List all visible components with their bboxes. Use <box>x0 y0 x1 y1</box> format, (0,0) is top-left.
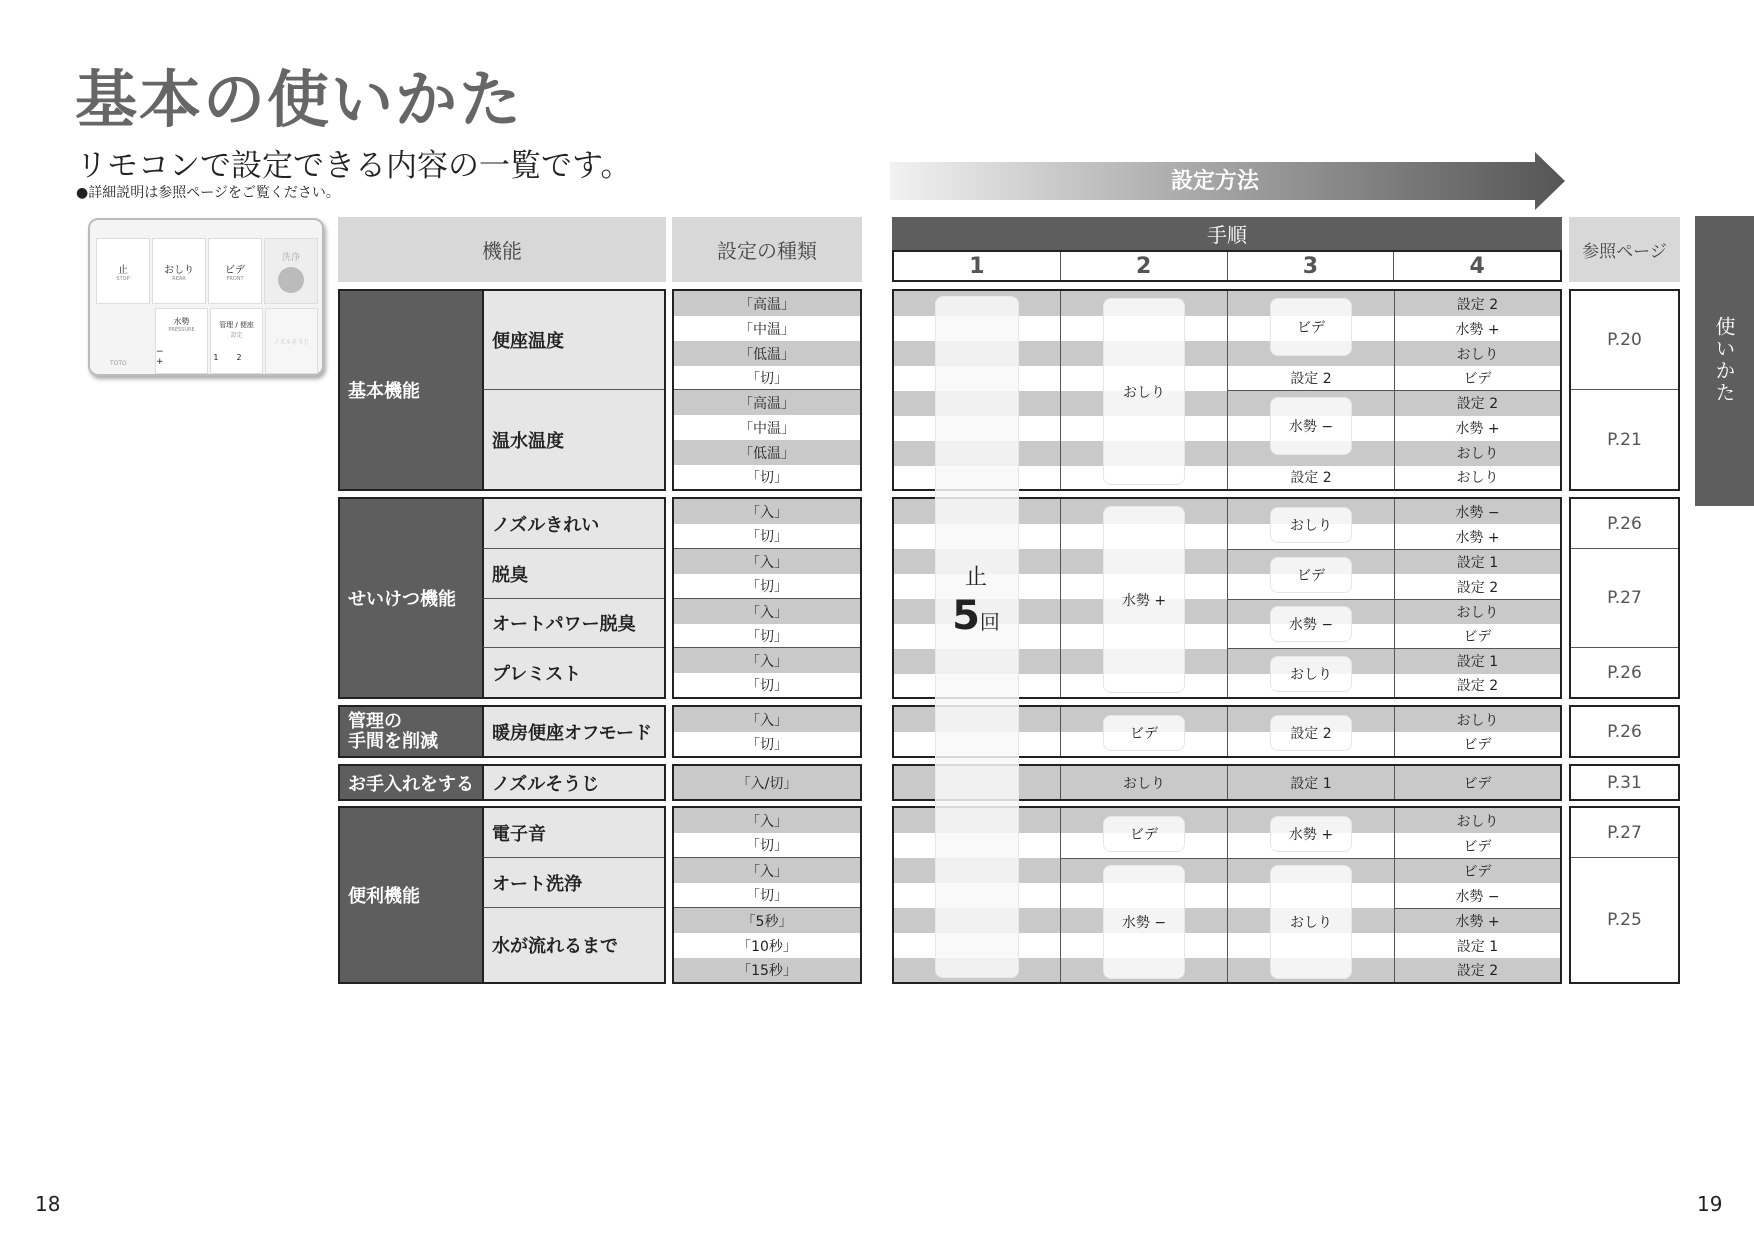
step4-value: おしり <box>1456 470 1499 486</box>
feature-deodorize: 脱臭 <box>482 549 664 599</box>
remote-setting-keys: 12 <box>213 353 260 362</box>
setting-value: 「高温」 <box>674 390 860 415</box>
step4-value: ビデ <box>1463 629 1492 645</box>
remote-nozzle-label: ノズルそうじ <box>273 338 310 346</box>
setting-value: 「入/切」 <box>674 766 860 799</box>
feature-beep: 電子音 <box>482 808 664 858</box>
setting-value: 「低温」 <box>674 440 860 465</box>
ref-page: P.27 <box>1571 549 1678 648</box>
remote-front-sub: FRONT <box>226 275 244 282</box>
setting-value: 「切」 <box>674 883 860 908</box>
feature-nozzle-cleaning: ノズルそうじ <box>482 766 664 799</box>
setting-value: 「入」 <box>674 499 860 524</box>
setting-value: 「切」 <box>674 732 860 756</box>
category-management-line2: 手間を削減 <box>348 730 438 752</box>
remote-brand: TOTO <box>110 360 127 367</box>
step4-value: 水勢 − <box>1455 888 1500 905</box>
group-cleaning <box>338 764 666 801</box>
remote-rear-label: おしり <box>164 264 194 276</box>
feature-seat-off-mode: 暖房便座オフモード <box>482 707 664 756</box>
reference-note: ●詳細説明は参照ページをご覧ください。 <box>76 185 340 201</box>
refs-basic <box>1569 289 1680 491</box>
setting-value: 「15秒」 <box>674 958 860 982</box>
step4-value: 水勢 + <box>1455 529 1500 546</box>
header-function: 機能 <box>338 217 666 282</box>
setting-value: 「入」 <box>674 858 860 883</box>
step4-value: ビデ <box>1463 737 1492 753</box>
remote-rear-sub: REAR <box>172 275 186 282</box>
settings-convenience <box>672 806 862 984</box>
category-convenience: 便利機能 <box>340 808 482 982</box>
remote-rear-button <box>152 238 206 304</box>
ref-page: P.25 <box>1607 910 1642 930</box>
page-number-right: 19 <box>1697 1192 1723 1216</box>
settings-hygiene <box>672 497 862 699</box>
step4-value: ビデ <box>1463 863 1492 880</box>
step2-rear-pill: おしり <box>1103 298 1185 485</box>
setting-value: 「切」 <box>674 833 860 858</box>
setting-value: 「入」 <box>674 599 860 624</box>
setting-value: 「切」 <box>674 366 860 390</box>
step4-value: おしり <box>1456 346 1499 363</box>
remote-setting-label: 管理 / 便座 <box>219 321 254 329</box>
remote-nozzle-button <box>265 308 318 374</box>
step4-value: ビデ <box>1463 838 1492 855</box>
step2-pressure-plus-pill: 水勢 + <box>1103 506 1185 693</box>
remote-stop-button <box>96 238 150 304</box>
feature-auto-deodorize: オートパワー脱臭 <box>482 599 664 648</box>
remote-front-label: ビデ <box>225 264 245 276</box>
ref-page: P.26 <box>1607 721 1642 742</box>
step4-value: おしり <box>1456 445 1499 462</box>
header-reference-page: 参照ページ <box>1569 217 1680 282</box>
step1-stop-text <box>935 560 1017 639</box>
step3-pill: ビデ <box>1270 557 1352 593</box>
remote-illustration <box>88 218 324 376</box>
ref-page: P.26 <box>1571 499 1678 549</box>
step-number-4: 4 <box>1469 253 1485 279</box>
feature-flush-delay: 水が流れるまで <box>482 908 664 982</box>
step3-value: 設定 1 <box>1290 775 1332 792</box>
group-management <box>338 705 666 758</box>
setting-value: 「入」 <box>674 549 860 574</box>
feature-premist: プレミスト <box>482 648 664 697</box>
step4-value: 設定 1 <box>1456 938 1499 955</box>
remote-dial-icon <box>278 267 304 293</box>
step1-stop-label: 止 <box>964 565 987 590</box>
step3-pill: 水勢 − <box>1270 606 1352 642</box>
setting-value: 「切」 <box>674 673 860 697</box>
setting-value: 「中温」 <box>674 415 860 440</box>
step4-value: 設定 2 <box>1456 296 1499 313</box>
category-cleaning: お手入れをする <box>340 766 482 799</box>
remote-setting-sub: 設定 <box>230 332 243 339</box>
setting-value: 「高温」 <box>674 291 860 316</box>
feature-nozzle-clean: ノズルきれい <box>482 499 664 549</box>
section-side-tab: 使いかた <box>1695 216 1754 506</box>
remote-pressure-label: 水勢 <box>173 316 190 326</box>
group-basic <box>338 289 666 491</box>
refs-cleaning <box>1569 764 1680 801</box>
step2-pill: ビデ <box>1103 816 1185 852</box>
remote-pressure-keys: −+ <box>156 346 182 367</box>
settings-management <box>672 705 862 758</box>
remote-front-button <box>208 238 262 304</box>
setting-value: 「中温」 <box>674 316 860 341</box>
step4-value: おしり <box>1456 813 1499 830</box>
refs-convenience <box>1569 806 1680 984</box>
remote-setting-button <box>210 308 263 374</box>
category-basic: 基本機能 <box>340 291 482 489</box>
settings-basic <box>672 289 862 491</box>
step1-stop-unit: 回 <box>979 610 1000 634</box>
ref-page: P.26 <box>1607 662 1642 683</box>
feature-auto-flush: オート洗浄 <box>482 858 664 908</box>
remote-pressure-sub: PRESSURE <box>168 326 195 333</box>
page-title: 基本の使いかた <box>75 63 524 136</box>
setting-value: 「切」 <box>674 524 860 549</box>
step4-value: 設定 2 <box>1456 579 1499 596</box>
header-steps: 手順 <box>892 217 1562 250</box>
setting-value: 「10秒」 <box>674 933 860 958</box>
step4-value: 設定 1 <box>1456 554 1499 571</box>
step4-value: ビデ <box>1463 371 1492 387</box>
category-management-line1: 管理の <box>348 710 402 732</box>
step3-pill: おしり <box>1270 507 1352 543</box>
step4-value: 設定 1 <box>1456 653 1499 670</box>
step3-pill: おしり <box>1270 656 1352 692</box>
settings-method-label: 設定方法 <box>1170 169 1259 194</box>
feature-water-temp: 温水温度 <box>482 390 664 489</box>
category-hygiene: せいけつ機能 <box>340 499 482 697</box>
page-number-left: 18 <box>35 1192 61 1216</box>
step1-stop-count: 5 <box>952 593 980 639</box>
remote-stop-sub: STOP <box>116 275 130 282</box>
setting-value: 「5秒」 <box>674 908 860 933</box>
step-number-row <box>892 250 1562 282</box>
feature-seat-temp: 便座温度 <box>482 291 664 390</box>
step2-pill: ビデ <box>1103 715 1185 751</box>
setting-value: 「入」 <box>674 808 860 833</box>
step4-value: ビデ <box>1463 775 1492 792</box>
remote-pressure-button <box>155 308 208 374</box>
page-subtitle: リモコンで設定できる内容の一覧です。 <box>76 148 632 184</box>
step-number-1: 1 <box>894 252 1061 280</box>
step2-value: おしり <box>1123 775 1165 792</box>
setting-value: 「入」 <box>674 648 860 673</box>
ref-page: P.31 <box>1607 772 1642 793</box>
step3-rear-pill: おしり <box>1270 865 1352 979</box>
ref-page: P.27 <box>1571 808 1678 858</box>
ref-page: P.20 <box>1571 291 1678 390</box>
setting-value: 「切」 <box>674 574 860 599</box>
step3-setting: 設定 2 <box>1290 470 1332 486</box>
step4-value: 設定 2 <box>1456 963 1499 979</box>
remote-stop-label: 止 <box>118 264 128 276</box>
step3-pill: 設定 2 <box>1270 715 1352 751</box>
group-hygiene <box>338 497 666 699</box>
step4-value: 水勢 + <box>1455 321 1500 338</box>
remote-wash-button <box>264 238 318 304</box>
header-setting-type: 設定の種類 <box>672 217 862 282</box>
step3-setting: 設定 2 <box>1290 371 1332 387</box>
category-management <box>340 707 482 756</box>
step-number-3: 3 <box>1228 252 1395 280</box>
step4-value: 水勢 − <box>1455 504 1500 521</box>
step4-value: 設定 2 <box>1456 678 1499 694</box>
ref-page: P.21 <box>1607 429 1642 450</box>
step4-value: おしり <box>1456 604 1499 621</box>
step3-pressure-pill: 水勢 − <box>1270 397 1352 455</box>
remote-wash-label: 洗浄 <box>281 252 300 263</box>
step2-pressure-minus-pill: 水勢 − <box>1103 865 1185 979</box>
step4-value: 水勢 + <box>1455 420 1500 437</box>
refs-management <box>1569 705 1680 758</box>
setting-value: 「入」 <box>674 707 860 732</box>
step4-value: 設定 2 <box>1456 395 1499 412</box>
step-number-2: 2 <box>1061 252 1228 280</box>
step4-value: 水勢 + <box>1455 913 1500 930</box>
setting-value: 「低温」 <box>674 341 860 366</box>
step3-pill: 水勢 + <box>1270 816 1352 852</box>
setting-value: 「切」 <box>674 624 860 648</box>
setting-value: 「切」 <box>674 465 860 489</box>
settings-cleaning <box>672 764 862 801</box>
step3-front-pill: ビデ <box>1270 298 1352 356</box>
refs-hygiene <box>1569 497 1680 699</box>
step4-value: おしり <box>1456 712 1499 729</box>
group-convenience <box>338 806 666 984</box>
